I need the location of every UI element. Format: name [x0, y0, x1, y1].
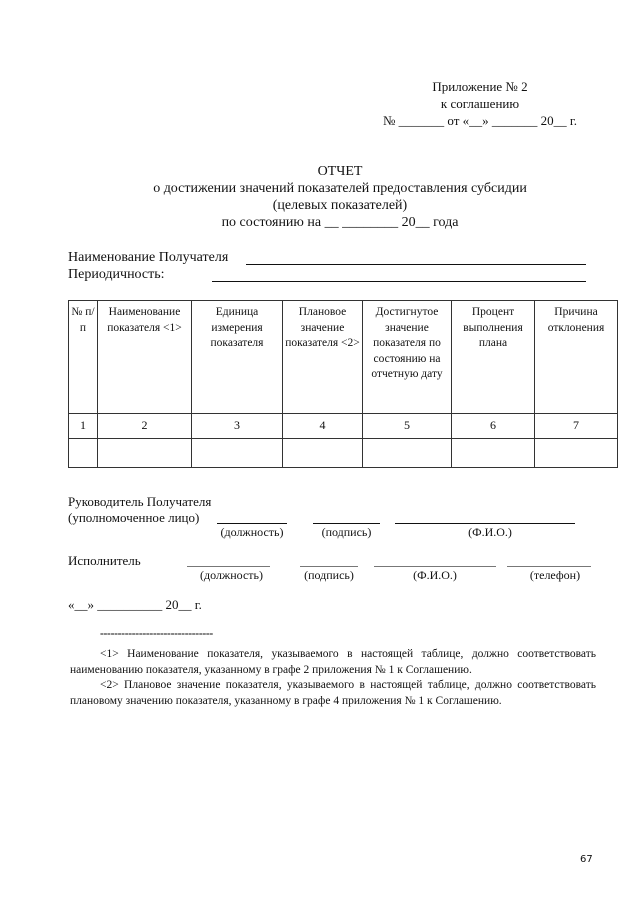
table-column-number-row — [69, 414, 618, 439]
table-header-row — [69, 301, 618, 414]
executor-name-line[interactable] — [374, 566, 496, 567]
header-cell: № п/п — [69, 301, 98, 414]
footnotes — [70, 647, 596, 709]
appendix-agreement-ref: № _______ от «__» _______ 20__ г. — [382, 113, 578, 128]
appendix-title: Приложение № 2 — [432, 79, 528, 94]
header-cell: Процент выполнения плана — [452, 301, 535, 414]
periodicity-label: Периодичность: — [68, 267, 165, 282]
appendix-subtitle: к соглашению — [440, 96, 520, 111]
table-cell[interactable] — [283, 439, 363, 468]
report-title: ОТЧЕТ — [317, 164, 363, 179]
executor-phone-line[interactable] — [507, 566, 591, 567]
footnote-1: <1> Наименование показателя, указываемого в настоящей таблице, должно соответствовать наименованию показателя, указанному в графе 2 приложения № 1 к Соглашению. — [70, 648, 596, 676]
table-cell[interactable] — [452, 439, 535, 468]
table-cell[interactable] — [69, 439, 98, 468]
executor-signature-line[interactable] — [300, 566, 358, 567]
footnote-separator: -------------------------------- — [100, 628, 213, 640]
footnote-2: <2> Плановое значение показателя, указываемого в настоящей таблице, должно соответствовать плановому значению показателя, указанному в графе 4 приложения № 1 к Соглашению. — [70, 679, 596, 707]
table-cell[interactable] — [192, 439, 283, 468]
report-subtitle: о достижении значений показателей предоставления субсидии — [153, 181, 527, 196]
table-cell[interactable] — [535, 439, 618, 468]
periodicity-field-line[interactable] — [212, 281, 586, 282]
executor-position-caption: (должность) — [200, 568, 263, 582]
header-cell: Достигнутое значение показателя по состоянию на отчетную дату — [363, 301, 452, 414]
report-subtitle-paren: (целевых показателей) — [272, 198, 408, 213]
recipient-field-line[interactable] — [246, 264, 586, 265]
head-position-caption: (должность) — [220, 525, 284, 539]
head-signature-line[interactable] — [313, 523, 380, 524]
head-label-sub: (уполномоченное лицо) — [68, 510, 200, 525]
header-cell: Единица измерения показателя — [192, 301, 283, 414]
page-number: 67 — [580, 854, 593, 865]
head-name-line[interactable] — [395, 523, 575, 524]
table-cell[interactable] — [363, 439, 452, 468]
column-number-cell: 2 — [98, 414, 192, 439]
column-number-cell: 3 — [192, 414, 283, 439]
column-number-cell: 1 — [69, 414, 98, 439]
report-date-line: по состоянию на __ ________ 20__ года — [221, 215, 459, 230]
executor-phone-caption: (телефон) — [529, 568, 581, 582]
table-cell[interactable] — [98, 439, 192, 468]
header-cell: Наименование показателя <1> — [98, 301, 192, 414]
executor-name-caption: (Ф.И.О.) — [413, 568, 457, 582]
table-data-row — [69, 439, 618, 468]
head-position-line[interactable] — [217, 523, 287, 524]
column-number-cell: 4 — [283, 414, 363, 439]
executor-signature-caption: (подпись) — [304, 568, 354, 582]
head-label: Руководитель Получателя — [68, 494, 212, 509]
column-number-cell: 6 — [452, 414, 535, 439]
header-cell: Причина отклонения — [535, 301, 618, 414]
column-number-cell: 5 — [363, 414, 452, 439]
executor-label: Исполнитель — [68, 553, 141, 568]
recipient-label: Наименование Получателя — [68, 250, 229, 265]
indicators-table — [68, 300, 618, 468]
header-cell: Плановое значение показателя <2> — [283, 301, 363, 414]
executor-position-line[interactable] — [187, 566, 270, 567]
head-name-caption: (Ф.И.О.) — [468, 525, 512, 539]
date-line: «__» __________ 20__ г. — [68, 597, 202, 612]
head-signature-caption: (подпись) — [321, 525, 372, 539]
column-number-cell: 7 — [535, 414, 618, 439]
